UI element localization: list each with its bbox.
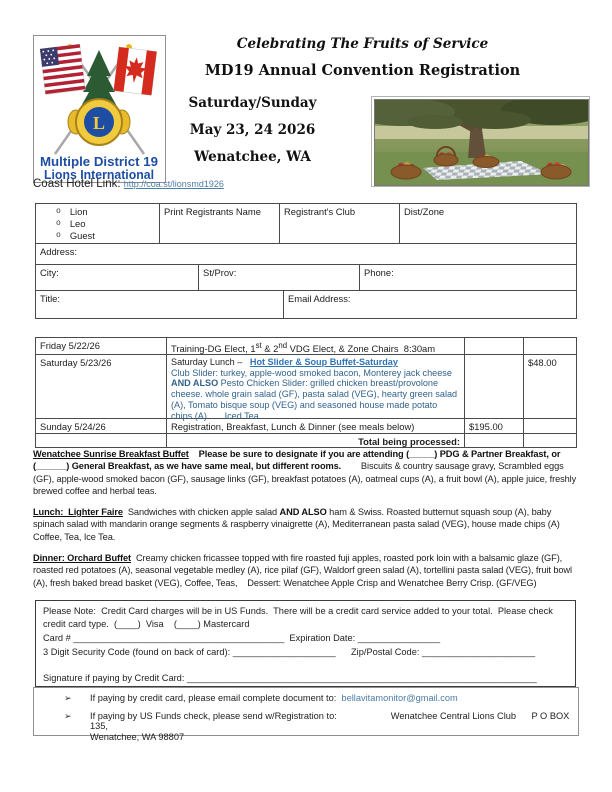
schedule-row-friday (36, 338, 576, 354)
ordinal-sup: st (255, 341, 262, 350)
event-days: Saturday/Sunday (188, 95, 317, 111)
event-location: Wenatchee, WA (194, 149, 311, 165)
payment-item-credit-card (34, 693, 572, 704)
event-tagline: Celebrating The Fruits of Service (236, 36, 489, 52)
total-label: Total being processed: (166, 434, 464, 447)
md19-lions-logo-art (34, 36, 165, 182)
picnic-photo-art (374, 99, 589, 186)
event-dates: May 23, 24 2026 (189, 122, 316, 138)
member-type-label: Leo (69, 218, 86, 229)
card-number-line[interactable]: Card # _________________________________________ Expiration Date: ________________ (43, 632, 441, 643)
print-name-field[interactable]: Print Registrants Name (159, 204, 279, 243)
member-type-guest[interactable] (40, 230, 155, 242)
md19-lions-logo (33, 35, 166, 183)
logo-text-line2: Lions International (44, 168, 154, 182)
us-flag-icon (40, 44, 85, 95)
page-title: MD19 Annual Convention Registration (204, 62, 521, 79)
schedule-row-total (36, 433, 576, 447)
logo-text-line1: Multiple District 19 (40, 155, 159, 169)
address-field[interactable]: Address: (40, 246, 77, 257)
ordinal-sup: nd (278, 341, 288, 350)
price-cell[interactable] (523, 434, 576, 447)
hotel-link[interactable]: http://coa.st/lionsmd1926 (123, 179, 224, 189)
phone-field[interactable]: Phone: (359, 265, 576, 290)
dist-zone-field[interactable]: Dist/Zone (399, 204, 576, 243)
total-amount-field[interactable] (464, 434, 523, 447)
dinner-paragraph: Dinner: Orchard Buffet Creamy chicken fricassee topped with fire roasted fuji apples, roasted pork loin with a balsamic glaze (GF), roasted red potatoes (A), seasonal vegetable medley (A), rice pilaf (GF), Waldorf green salad (A), tortellini pasta salad (VEG), fruit bowl (A), fresh baked bread basket (VEG), Coffee, Teas, Dessert: Wenatchee Apple Crisp and Wenatchee Berry Crisp. (GF/VEG) (33, 553, 575, 588)
registrant-table (35, 203, 577, 319)
member-type-cell[interactable] (36, 204, 159, 243)
club-field[interactable]: Registrant's Club (279, 204, 399, 243)
price-cell[interactable] (464, 338, 523, 354)
lunch-paragraph: Lunch: Lighter Faire Sandwiches with chicken apple salad AND ALSO ham & Swiss. Roasted butternut squash soup (A), baby spinach salad with mandarin orange segments & raspberry vinaigrette (A), Mediterranean pasta salad (VEG), house made chips (A) Coffee, Tea, Ice Tea. (33, 507, 565, 542)
circle-bullet-icon: o (56, 219, 61, 228)
payment-item-text: If paying by credit card, please email complete document to: bellavitamonitor@gmail.com (90, 693, 458, 703)
svg-text:L: L (92, 113, 106, 133)
sunday-price: $195.00 (464, 419, 523, 433)
payment-mailing-city: Wenatchee, WA 98807 (90, 732, 185, 742)
circle-bullet-icon: o (56, 231, 61, 240)
schedule-row-sunday (36, 418, 576, 433)
payment-item-text: If paying by US Funds check, please send w/Registration to: Wenatchee Central Lions Club P O BOX 135, (90, 711, 572, 731)
schedule-date: Saturday 5/23/26 (40, 357, 112, 368)
email-field[interactable]: Email Address: (283, 291, 576, 318)
price-cell[interactable] (523, 338, 576, 354)
payment-email-link[interactable]: bellavitamonitor@gmail.com (341, 693, 458, 703)
schedule-desc: Registration, Breakfast, Lunch & Dinner (see meals below) (166, 419, 464, 433)
lions-emblem-icon (68, 99, 130, 145)
schedule-date: Friday 5/22/26 (40, 340, 100, 351)
breakfast-paragraph: Wenatchee Sunrise Breakfast Buffet Please be sure to designate if you are attending (_____) PDG & Partner Breakfast, or (______) General Breakfast, as we have same meal, but different rooms. Biscuits & country sausage gravy, Scrambled eggs (GF), apple-wood smoked bacon (GF), sausage links (GF), breakfast potatoes (A), oatmeal cups (A), a fruit bowl (A), apple juice, freshly brewed coffee and herbal teas. (33, 449, 579, 497)
arrow-bullet-icon: ➢ (64, 693, 72, 703)
tree-canopy (374, 99, 589, 129)
saturday-menu-title: Hot Slider & Soup Buffet-Saturday (249, 357, 398, 367)
canada-flag-icon (114, 47, 157, 95)
credit-card-box (35, 600, 576, 687)
hotel-link-label: Coast Hotel Link: (33, 178, 121, 190)
payment-item-check (34, 711, 572, 731)
hotel-link-row (33, 178, 224, 190)
schedule-row-saturday (36, 354, 576, 421)
title-field[interactable]: Title: (40, 293, 60, 304)
schedule-desc: Training-DG Elect, 1st & 2nd VDG Elect, & Zone Chairs 8:30am (166, 338, 464, 354)
schedule-date: Sunday 5/24/26 (40, 421, 106, 432)
price-cell[interactable] (464, 355, 523, 418)
member-type-label: Guest (69, 230, 95, 241)
st-prov-field[interactable]: St/Prov: (198, 265, 359, 290)
schedule-table (35, 337, 577, 448)
signature-line[interactable]: Signature if paying by Credit Card: ____________________________________________________________________ (43, 672, 537, 683)
member-type-lion[interactable] (40, 206, 155, 218)
lunch-title: Lunch: Lighter Faire (33, 507, 123, 517)
schedule-desc: Saturday Lunch – Hot Slider & Soup Buffet-Saturday Club Slider: turkey, apple-wood smoked bacon, Monterey jack cheese AND ALSO Pesto Chicken Slider: grilled chicken breast/provolone cheese. whole grain salad (GF), pasta salad (VEG), hearty green salad (A), Tomato bisque soup (VEG) and seasoned house made potato chips (A) Iced Tea (166, 355, 464, 418)
arrow-bullet-icon: ➢ (64, 711, 72, 721)
empty-cell (36, 434, 166, 447)
dinner-title: Dinner: Orchard Buffet (33, 553, 132, 563)
breakfast-title: Wenatchee Sunrise Breakfast Buffet (33, 449, 189, 459)
payment-instructions-box (33, 687, 579, 742)
saturday-price: $48.00 (523, 355, 576, 418)
credit-card-note: Please Note: Credit Card charges will be in US Funds. There will be a credit card service added to your total. Please check credit card type. (____) Visa (____) Mastercard (43, 606, 556, 629)
security-code-line[interactable]: 3 Digit Security Code (found on back of card): ____________________ Zip/Postal Code: ______________________ (43, 646, 536, 657)
city-field[interactable]: City: (40, 267, 59, 278)
member-type-label: Lion (69, 206, 88, 217)
price-cell[interactable] (523, 419, 576, 433)
member-type-leo[interactable] (40, 218, 155, 230)
picnic-photo (371, 96, 590, 187)
circle-bullet-icon: o (56, 207, 61, 216)
